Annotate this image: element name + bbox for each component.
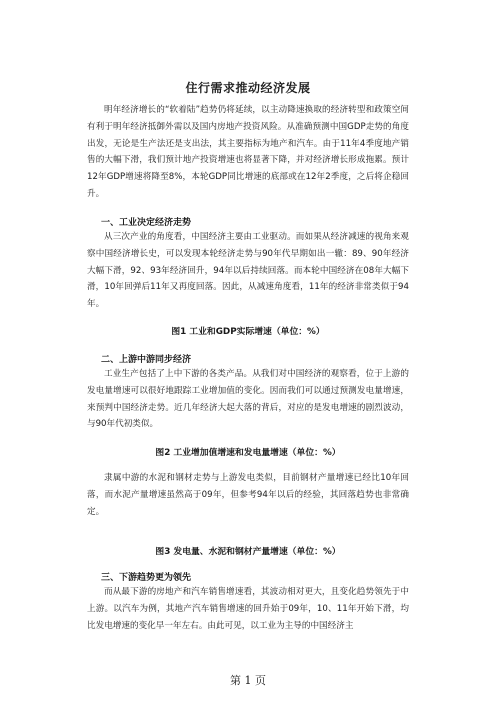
figure3-caption: 图3 发电量、水泥和钢材产量增速（单位：%）	[155, 547, 341, 557]
section1-heading: 一、工业决定经济走势	[101, 218, 192, 228]
intro-paragraph: 明年经济增长的“软着陆”趋势仍将延续，以主动降速换取的经济转型和政策空间有利于明年经济抵御外需以及国内房地产投资风险。从准确预测中国GDP走势的角度出发，无论是生产法还是支出法，其主要指标为地产和汽车。由于11年4季度地产销售的大幅下滑，我们预计地产投资增速也将显著下降，并对经济增长形成拖累。预计12年GDP增速将降至8%，本轮GDP同比增速的底部或在12年2季度，之后将企稳回升。	[87, 105, 409, 199]
page-number-footer: 第 1 页	[230, 674, 266, 687]
section1-paragraph: 从三次产业的角度看，中国经济主要由工业驱动。而如果从经济减速的视角来观察中国经济增长史，可以发现本轮经济走势与90年代早期如出一辙：89、90年经济大幅下滑，92、93年经济回升，94年以后持续回落。而本轮中国经济在08年大幅下滑，10年回弹后11年又再度回落。因此，从减速角度看，11年的经济非常类似于94年。	[87, 232, 409, 310]
document-title: 住行需求推动经济发展	[185, 81, 311, 95]
figure2-caption: 图2 工业增加值增速和发电量增速（单位：%）	[155, 448, 341, 458]
section3-paragraph: 而从最下游的房地产和汽车销售增速看，其波动相对更大，且变化趋势领先于中上游。以汽车为例，其地产汽车销售增速的回升始于09年，10、11年开始下滑，均比发电增速的变化早一年左右。由此可见，以工业为主导的中国经济主	[87, 587, 409, 631]
section2-heading: 二、上游中游同步经济	[101, 355, 192, 365]
section3-heading: 三、下游趋势更为领先	[101, 573, 192, 583]
figure1-caption: 图1 工业和GDP实际增速（单位：%）	[171, 327, 325, 337]
section2-paragraph: 工业生产包括了上中下游的各类产品。从我们对中国经济的观察看，位于上游的发电量增速可以很好地跟踪工业增加值的变化。因而我们可以通过预测发电量增速，来预判中国经济走势。近几年经济大起大落的背后，对应的是发电增速的剧烈波动，与90年代初类似。	[87, 369, 409, 430]
section2-paragraph-2: 隶属中游的水泥和钢材走势与上游发电类似，目前钢材产量增速已经比10年回落，而水泥产量增速虽然高于09年，但参考94年以后的经验，其回落趋势也非常确定。	[87, 473, 409, 517]
